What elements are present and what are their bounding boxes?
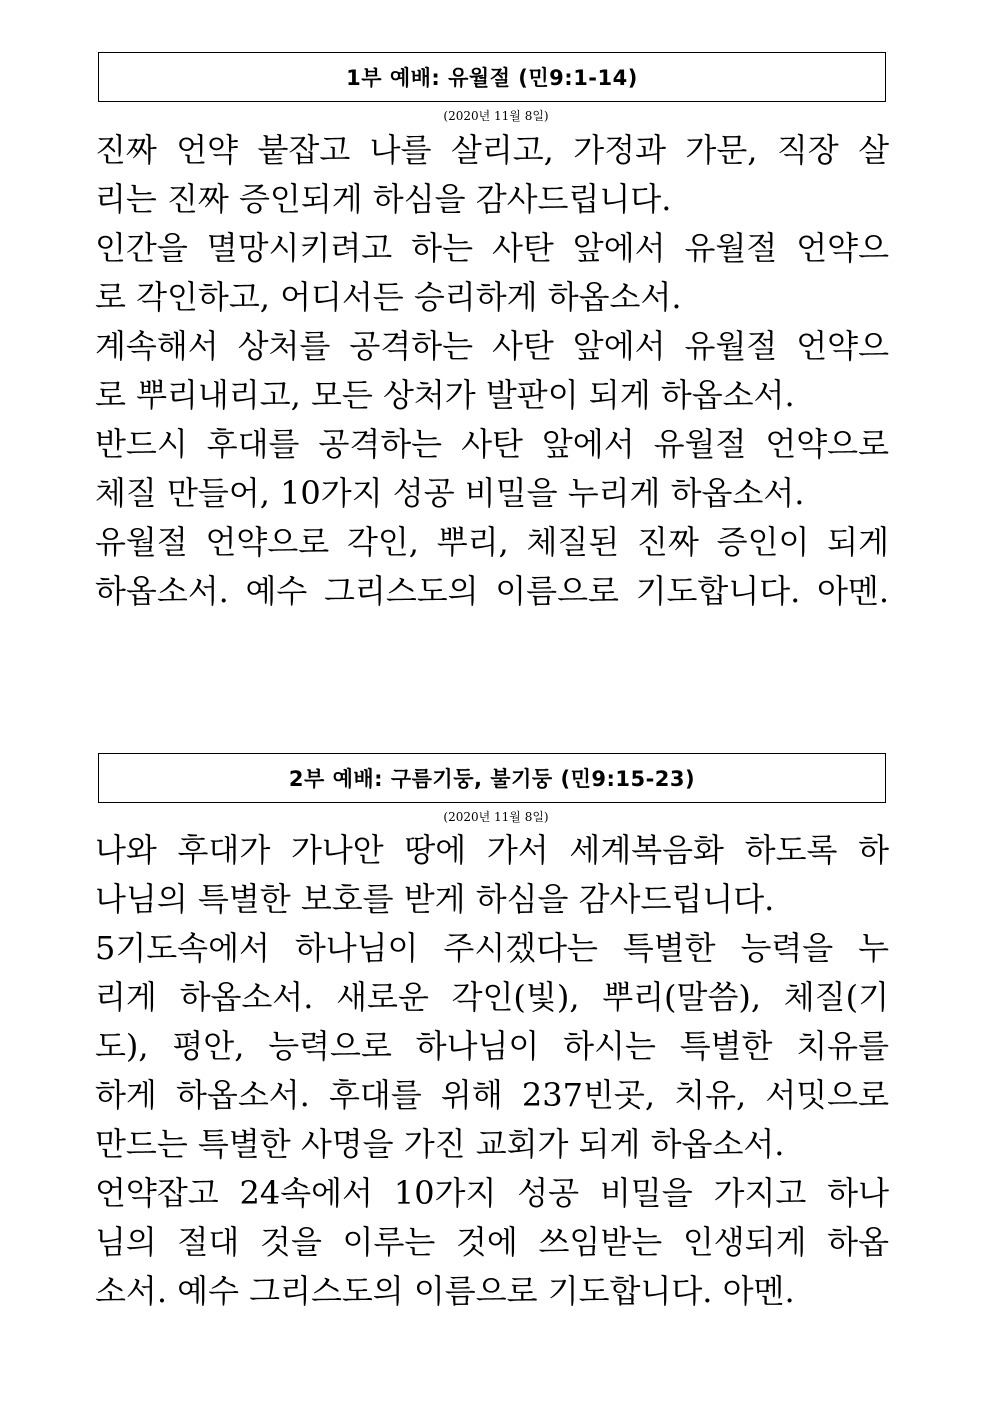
prayer-line: 로 각인하고, 어디서든 승리하게 하옵소서.: [95, 278, 682, 316]
section-1-date: (2020년 11월 8일): [443, 109, 549, 123]
prayer-line: 로 뿌리내리고, 모든 상처가 발판이 되게 하옵소서.: [95, 376, 795, 414]
section-2-prayer: [95, 826, 889, 1316]
section-1-title: 1부 예배: 유월절 (민9:1-14): [346, 66, 638, 90]
prayer-line: 리는 진짜 증인되게 하심을 감사드립니다.: [95, 180, 672, 218]
prayer-line: 유월절 언약으로 각인, 뿌리, 체질된 진짜 증인이 되게: [95, 523, 889, 561]
prayer-line: 5기도속에서 하나님이 주시겠다는 특별한 능력을 누: [95, 929, 889, 967]
section-2-title: 2부 예배: 구름기둥, 불기둥 (민9:15-23): [288, 767, 696, 791]
prayer-line: 인간을 멸망시키려고 하는 사탄 앞에서 유월절 언약으: [95, 229, 889, 267]
prayer-line: 님의 절대 것을 이루는 것에 쓰임받는 인생되게 하옵: [95, 1223, 889, 1261]
prayer-line: 도), 평안, 능력으로 하나님이 하시는 특별한 치유를: [95, 1027, 889, 1065]
prayer-line: 하게 하옵소서. 후대를 위해 237빈곳, 치유, 서밋으로: [95, 1076, 889, 1114]
prayer-line: 체질 만들어, 10가지 성공 비밀을 누리게 하옵소서.: [95, 474, 805, 512]
section-2-title-box: [98, 753, 886, 803]
section-2-date: (2020년 11월 8일): [443, 810, 549, 824]
prayer-line: 만드는 특별한 사명을 가진 교회가 되게 하옵소서.: [95, 1125, 785, 1163]
prayer-line: 나님의 특별한 보호를 받게 하심을 감사드립니다.: [95, 880, 775, 918]
prayer-line: 계속해서 상처를 공격하는 사탄 앞에서 유월절 언약으: [95, 327, 889, 365]
prayer-line: 하옵소서. 예수 그리스도의 이름으로 기도합니다. 아멘.: [95, 572, 889, 610]
prayer-line: 반드시 후대를 공격하는 사탄 앞에서 유월절 언약으로: [95, 425, 889, 463]
prayer-line: 언약잡고 24속에서 10가지 성공 비밀을 가지고 하나: [95, 1174, 889, 1212]
section-1-title-box: [98, 52, 886, 102]
prayer-line: 나와 후대가 가나안 땅에 가서 세계복음화 하도록 하: [95, 831, 889, 869]
prayer-line: 진짜 언약 붙잡고 나를 살리고, 가정과 가문, 직장 살: [95, 131, 889, 169]
prayer-line: 소서. 예수 그리스도의 이름으로 기도합니다. 아멘.: [95, 1272, 795, 1310]
prayer-line: 리게 하옵소서. 새로운 각인(빛), 뿌리(말씀), 체질(기: [95, 978, 889, 1016]
section-1-prayer: [95, 126, 889, 616]
